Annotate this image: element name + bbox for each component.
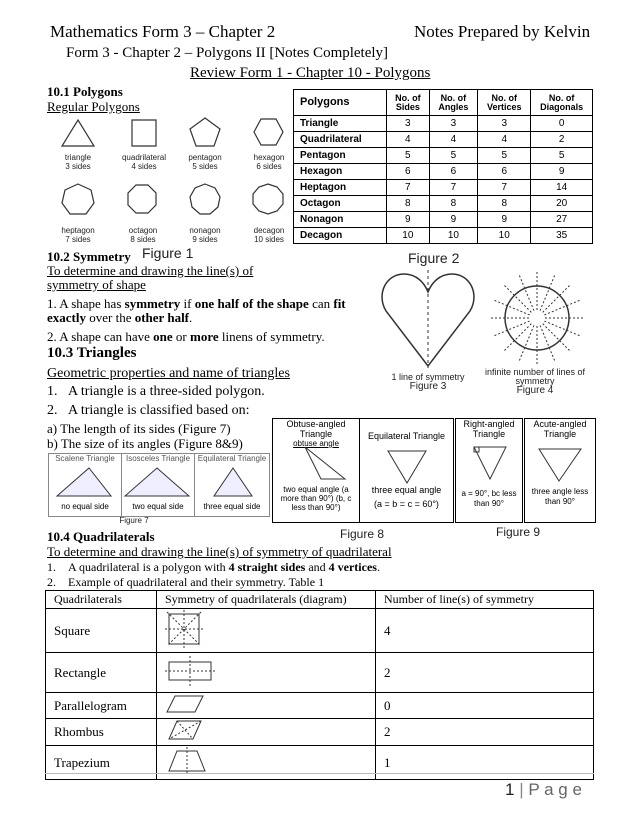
- quadrilaterals-table: [45, 590, 594, 780]
- figure7-triangles: [49, 464, 269, 500]
- section-10-4-heading: 10.4 Quadrilaterals: [47, 529, 155, 544]
- quad-lines: 1: [376, 746, 594, 780]
- right-triangle: [470, 443, 510, 483]
- table-header: No. of Sides: [387, 90, 430, 116]
- table-row: [46, 719, 594, 746]
- polygon-label: decagon 10 sides: [253, 226, 285, 244]
- table-row: Triangle 3 3 3 0: [294, 116, 593, 132]
- symmetry-point-2: 2. A shape can have one or more linens of symmetry.: [47, 329, 325, 344]
- regular-polygons-sub: Regular Polygons: [47, 99, 140, 114]
- table-header: Number of line(s) of symmetry: [376, 591, 594, 609]
- rectangle-diagram: [157, 653, 376, 693]
- right-desc: a = 90°, bc less than 90°: [461, 489, 517, 508]
- obtuse-desc: two equal angle (a more than 90°) (b, c less than 90°): [280, 485, 352, 512]
- symmetry-line: [504, 285, 531, 312]
- symmetry-line: [540, 325, 555, 360]
- table-row: [46, 746, 594, 780]
- quad-lines: 4: [376, 609, 594, 653]
- equil-desc1: three equal angle: [371, 485, 442, 495]
- equilateral-angle-box: [359, 418, 454, 523]
- triangles-sub: Geometric properties and name of triangles: [47, 366, 290, 381]
- header-left: Mathematics Form 3 – Chapter 2: [50, 22, 276, 41]
- circle-figure: [484, 266, 590, 370]
- triangle-shape: [62, 120, 94, 146]
- table-row: Octagon 8 8 8 20: [294, 196, 593, 212]
- symmetry-line: [540, 276, 555, 311]
- page-title: Form 3 - Chapter 2 – Polygons II [Notes Completely]: [66, 45, 389, 61]
- figure3-caption: 1 line of symmetry Figure 3: [391, 372, 465, 392]
- symmetry-line: [519, 325, 534, 360]
- page-footer: 1 | P a g e: [505, 780, 582, 799]
- polygon-label: hexagon 6 sides: [253, 153, 285, 171]
- equil-triangle: [384, 447, 430, 485]
- isosceles-cell: Isosceles Triangle: [122, 454, 195, 516]
- equilateral-cell: Equilateral Triangle: [197, 454, 267, 463]
- section-10-1-heading: 10.1 Polygons: [47, 84, 123, 99]
- header-right: Notes Prepared by Kelvin: [414, 22, 591, 41]
- right-angled-box: [455, 418, 523, 523]
- quad-name: Trapezium: [46, 746, 157, 780]
- figure4-caption: infinite number of lines of symmetry Figure 4: [484, 367, 586, 396]
- polygon-label: triangle 3 sides: [64, 153, 92, 171]
- figure9-caption: Figure 9: [496, 525, 541, 539]
- table-row: Pentagon 5 5 5 5: [294, 148, 593, 164]
- quad-name: Rhombus: [46, 719, 157, 746]
- quad-lines: 0: [376, 693, 594, 719]
- table-header-row: [46, 591, 594, 609]
- quad-name: Parallelogram: [46, 693, 157, 719]
- polygon-label: octagon 8 sides: [128, 226, 158, 244]
- acute-triangle: [535, 445, 585, 485]
- heptagon-shape: [62, 184, 94, 214]
- symmetry-line: [495, 321, 530, 336]
- hexagon-shape: [254, 119, 283, 145]
- table-row: [46, 693, 594, 719]
- figure7-caption: Figure 7: [119, 516, 149, 525]
- octagon-shape: [128, 185, 156, 213]
- symmetry-line: [519, 276, 534, 311]
- table-row: Decagon 10 10 10 35: [294, 228, 593, 244]
- nonagon-shape: [190, 184, 220, 214]
- symmetry-line: [504, 324, 531, 351]
- acute-angled-box: [524, 418, 596, 523]
- table-header: Polygons: [294, 90, 387, 116]
- equilateral-label: three equal side: [203, 502, 261, 511]
- pentagon-shape: [190, 118, 220, 146]
- square-diagram: [157, 609, 376, 653]
- figure1-caption: Figure 1: [142, 245, 194, 261]
- symmetry-line: [495, 300, 530, 315]
- polygon-label: heptagon 7 sides: [61, 226, 95, 244]
- table-row: Heptagon 7 7 7 14: [294, 180, 593, 196]
- equil-desc2: (a = b = c = 60°): [374, 499, 439, 509]
- table-row: Quadrilateral 4 4 4 2: [294, 132, 593, 148]
- polygon-label: quadrilateral 4 sides: [121, 153, 167, 171]
- polygons-table: [293, 89, 593, 244]
- review-heading: Review Form 1 - Chapter 10 - Polygons: [190, 65, 431, 81]
- table-header: No. of Diagonals: [531, 90, 593, 116]
- symmetry-sub: To determine and drawing the line(s) of symmetry of shape: [47, 263, 254, 292]
- table-row: [46, 653, 594, 693]
- trapezium-diagram: [157, 746, 376, 780]
- acute-title: Acute-angled Triangle: [533, 419, 587, 439]
- symmetry-point-1: 1. A shape has symmetry if one half of the shape can fit exactly over the other half.: [47, 296, 346, 325]
- rhombus-diagram: [157, 719, 376, 746]
- quad-lines: 2: [376, 653, 594, 693]
- quad-line-2: 2. Example of quadrilateral and their symmetry. Table 1: [47, 575, 325, 589]
- symmetry-line: [543, 324, 570, 351]
- right-title: Right-angled Triangle: [463, 419, 515, 439]
- table-header: Symmetry of quadrilaterals (diagram): [157, 591, 376, 609]
- triangles-b: b) The size of its angles (Figure 8&9): [47, 436, 243, 451]
- obtuse-sub: obtuse angle: [293, 439, 339, 448]
- polygon-label: nonagon 9 sides: [189, 226, 221, 244]
- section-10-3-heading: 10.3 Triangles: [47, 345, 137, 361]
- triangles-line-1: 1. A triangle is a three-sided polygon.: [47, 384, 265, 399]
- heart-figure: [380, 266, 476, 370]
- symmetry-line: [543, 285, 570, 312]
- triangles-a: a) The length of its sides (Figure 7): [47, 421, 231, 436]
- table-header-row: [294, 90, 593, 116]
- isosceles-label: two equal side: [132, 502, 184, 511]
- triangles-line-2: 2. A triangle is classified based on:: [47, 403, 250, 418]
- symmetry-line: [544, 300, 579, 315]
- parallelogram-diagram: [157, 693, 376, 719]
- quad-line-1: 1. A quadrilateral is a polygon with 4 straight sides and 4 vertices.: [47, 560, 380, 574]
- table-header: No. of Angles: [429, 90, 477, 116]
- section-10-2-heading: 10.2 Symmetry: [47, 249, 131, 264]
- table-row: Nonagon 9 9 9 27: [294, 212, 593, 228]
- symmetry-line: [544, 321, 579, 336]
- quad-name: Square: [46, 609, 157, 653]
- scalene-label: no equal side: [61, 502, 109, 511]
- figure8-caption: Figure 8: [340, 527, 385, 541]
- table-row: [46, 609, 594, 653]
- table-header: No. of Vertices: [478, 90, 531, 116]
- obtuse-triangle: [301, 443, 351, 483]
- polygon-label: pentagon 5 sides: [188, 153, 222, 171]
- square-shape: [132, 120, 156, 146]
- figure2-caption: Figure 2: [408, 250, 460, 266]
- scalene-cell: Scalene Triangle: [49, 454, 122, 516]
- decagon-shape: [253, 184, 283, 214]
- table-header: Quadrilaterals: [46, 591, 157, 609]
- acute-desc: three angle less than 90°: [531, 487, 589, 506]
- figure7-box: [48, 453, 270, 517]
- quad-lines: 2: [376, 719, 594, 746]
- quad-name: Rectangle: [46, 653, 157, 693]
- footer-rule: [45, 773, 594, 774]
- table-row: Hexagon 6 6 6 9: [294, 164, 593, 180]
- quad-sub: To determine and drawing the line(s) of symmetry of quadrilateral: [47, 544, 392, 559]
- obtuse-title: Obtuse-angled Triangle: [286, 419, 346, 439]
- obtuse-box: [272, 418, 360, 523]
- equil-title: Equilateral Triangle: [367, 431, 446, 441]
